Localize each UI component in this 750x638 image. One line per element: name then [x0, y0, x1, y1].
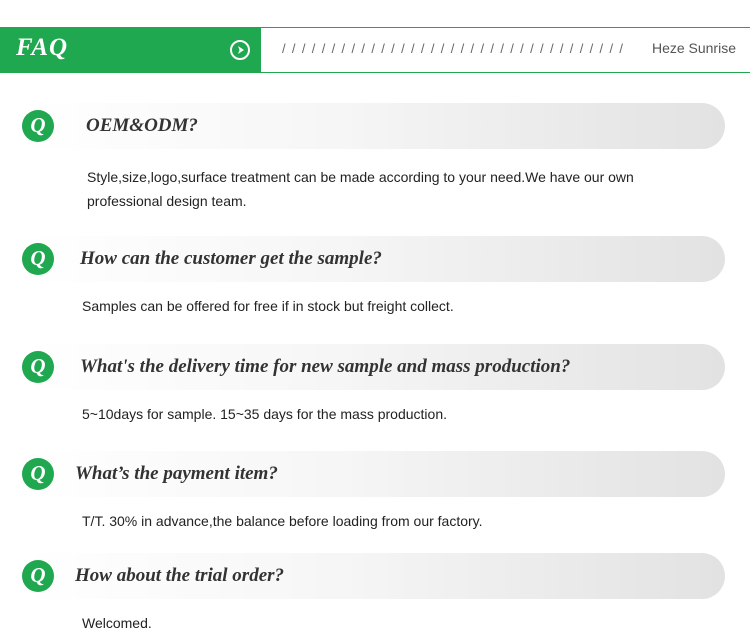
- q-circle-icon: [22, 110, 54, 142]
- answer-text: T/T. 30% in advance,the balance before loading from our factory.: [82, 513, 483, 529]
- header-brand: Heze Sunrise: [651, 40, 736, 56]
- question-text: What’s the payment item?: [75, 463, 278, 484]
- header-slash-decoration: / / / / / / / / / / / / / / / / / / / / / / / / / / / / / / / / / / /: [282, 41, 625, 56]
- q-circle-icon: [22, 560, 54, 592]
- header-top-rule: [261, 27, 750, 28]
- arrow-right-circle-icon: [230, 40, 250, 60]
- header-title: FAQ: [16, 34, 69, 61]
- question-text: OEM&ODM?: [86, 115, 198, 136]
- question-bar: [22, 451, 725, 497]
- faq-header: [0, 27, 750, 73]
- answer-text: Samples can be offered for free if in stock but freight collect.: [82, 298, 454, 314]
- question-bar: [22, 103, 725, 149]
- header-green-block: [0, 27, 261, 73]
- answer-text: 5~10days for sample. 15~35 days for the mass production.: [82, 406, 447, 422]
- question-text: How can the customer get the sample?: [80, 248, 382, 269]
- answer-text: Welcomed.: [82, 615, 152, 631]
- q-marker: Q: [30, 563, 46, 587]
- question-text: How about the trial order?: [75, 565, 285, 586]
- question-bar: [22, 344, 725, 390]
- question-text: What's the delivery time for new sample and mass production?: [80, 356, 571, 377]
- q-circle-icon: [22, 243, 54, 275]
- q-marker: Q: [30, 113, 46, 137]
- question-bar: [22, 553, 725, 599]
- q-marker: Q: [30, 354, 46, 378]
- answer-text: Style,size,logo,surface treatment can be made according to your need.We have our own professional design team.: [87, 169, 634, 209]
- q-circle-icon: [22, 351, 54, 383]
- question-bar: [22, 236, 725, 282]
- q-marker: Q: [30, 461, 46, 485]
- header-bottom-rule: [261, 72, 750, 73]
- q-circle-icon: [22, 458, 54, 490]
- q-marker: Q: [30, 246, 46, 270]
